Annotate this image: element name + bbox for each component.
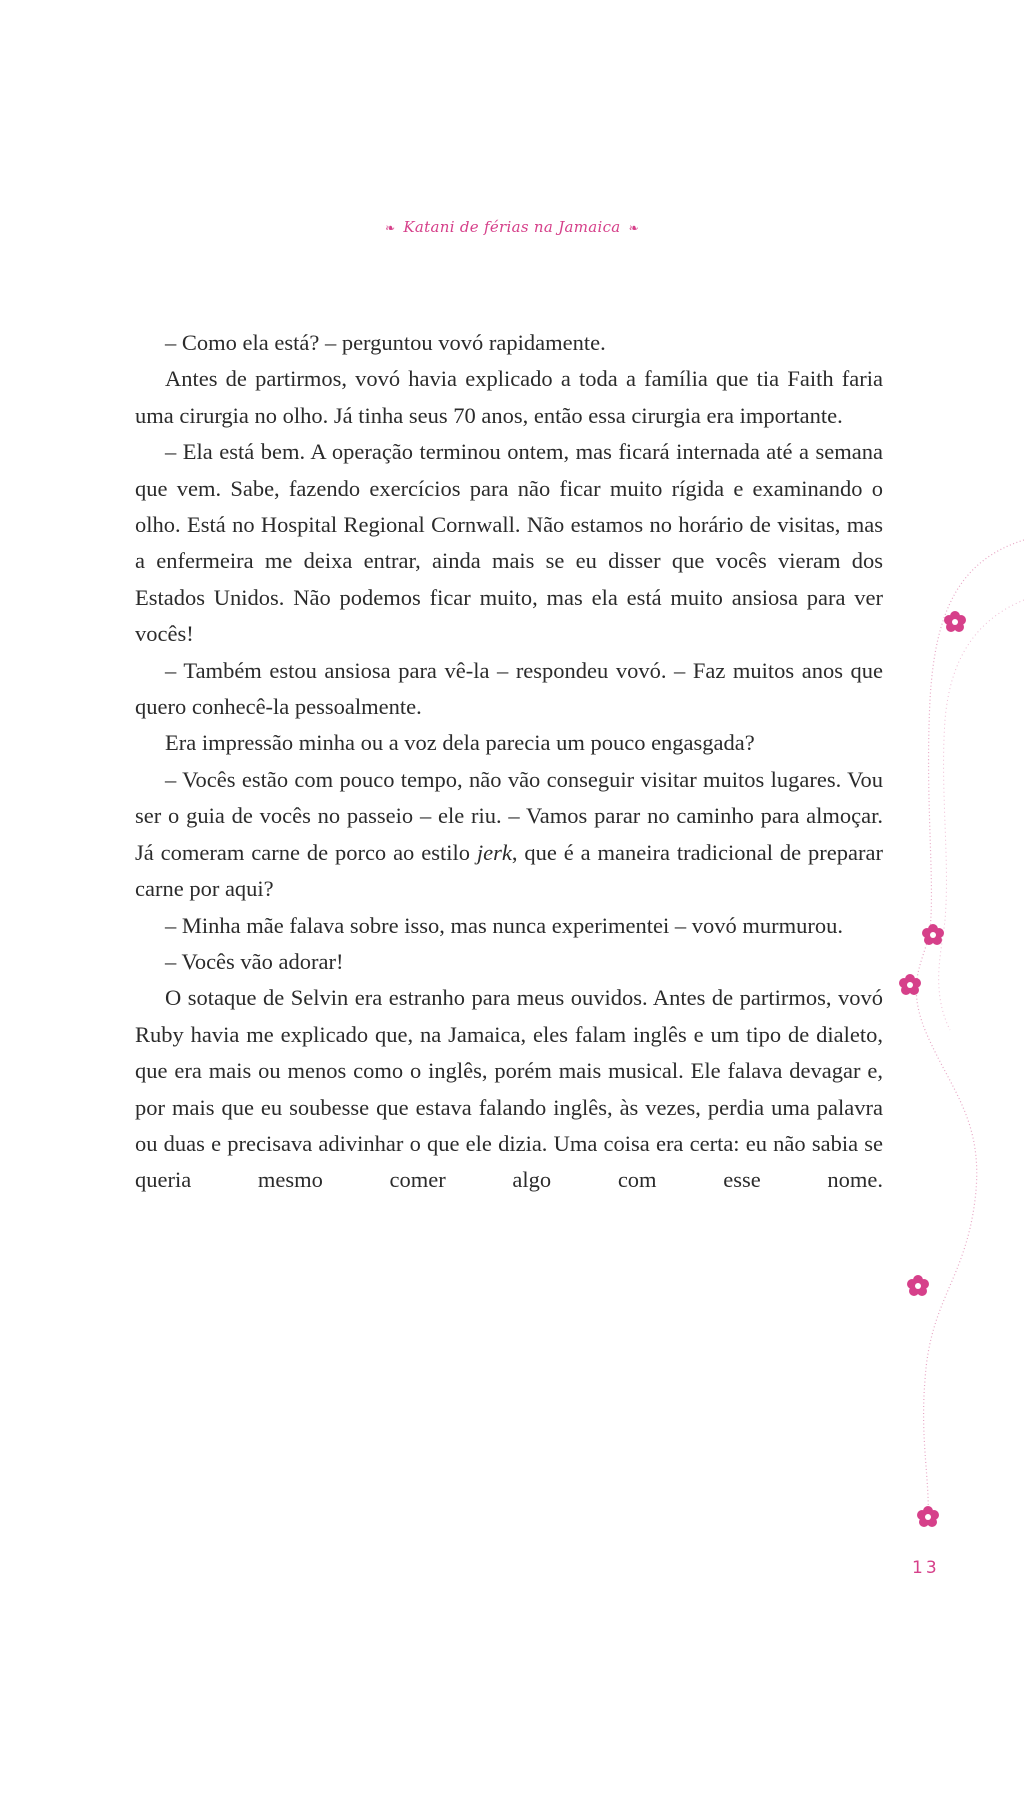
- vine-curve: [916, 540, 1024, 1520]
- flower-icon: [899, 974, 921, 995]
- paragraph: – Ela está bem. A operação terminou ontem, mas ficará internada até a semana que vem. Sabe, fazendo exercícios para não ficar muito rígida e examinando o olho. Está no Hospital Regional Cornwall. Não estamos no horário de visitas, mas a enfermeira me deixa entrar, ainda mais se eu disser que vocês vieram dos Estados Unidos. Não podemos ficar muito, mas ela está muito ansiosa para ver vocês!: [135, 439, 883, 647]
- page-number: 13: [912, 1558, 940, 1578]
- running-header: [0, 218, 1024, 236]
- paragraph: – Como ela está? – perguntou vovó rapidamente.: [165, 330, 606, 355]
- body-text: [135, 325, 883, 1199]
- paragraph: – Minha mãe falava sobre isso, mas nunca experimentei – vovó murmurou.: [165, 912, 843, 938]
- flower-icon: [922, 924, 944, 945]
- paragraph-text: – Vocês estão com pouco tempo, não vão conseguir visitar muitos lugares. Vou ser o guia de vocês no passeio – ele riu. – Vamos parar no caminho para almoçar. Já comeram carne de porco ao estilo: [135, 766, 883, 865]
- paragraph: – Também estou ansiosa para vê-la – respondeu vovó. – Faz muitos anos que quero conhecê-la pessoalmente.: [135, 657, 883, 720]
- paragraph: Antes de partirmos, vovó havia explicado a toda a família que tia Faith faria uma cirurgia no olho. Já tinha seus 70 anos, então essa cirurgia era importante.: [135, 366, 883, 428]
- paragraph: O sotaque de Selvin era estranho para meus ouvidos. Antes de partirmos, vovó Ruby havia me explicado que, na Jamaica, eles falam inglês e um tipo de dialeto, que era mais ou menos como o inglês, porém mais musical. Ele falava devagar e, por mais que eu soubesse que estava falando inglês, às vezes, perdia uma palavra ou duas e precisava adivinhar o que ele dizia. Uma coisa era certa: eu não sabia se queria mesmo comer algo com esse nome.: [135, 985, 883, 1193]
- ornament-right-icon: ❧: [628, 221, 639, 235]
- paragraph: [135, 762, 883, 908]
- ornament-left-icon: ❧: [385, 221, 396, 235]
- paragraph: – Vocês vão adorar!: [165, 948, 344, 974]
- emphasized-word: jerk: [476, 839, 512, 865]
- vine-curve: [939, 600, 1024, 1030]
- running-title: Katani de férias na Jamaica: [403, 218, 621, 236]
- paragraph-text: , que é a maneira tradicional de preparar carne por aqui?: [135, 839, 883, 902]
- flower-icon: [917, 1506, 939, 1527]
- flower-icon: [907, 1275, 929, 1296]
- flower-icon: [944, 611, 966, 632]
- paragraph: Era impressão minha ou a voz dela parecia um pouco engasgada?: [165, 730, 755, 756]
